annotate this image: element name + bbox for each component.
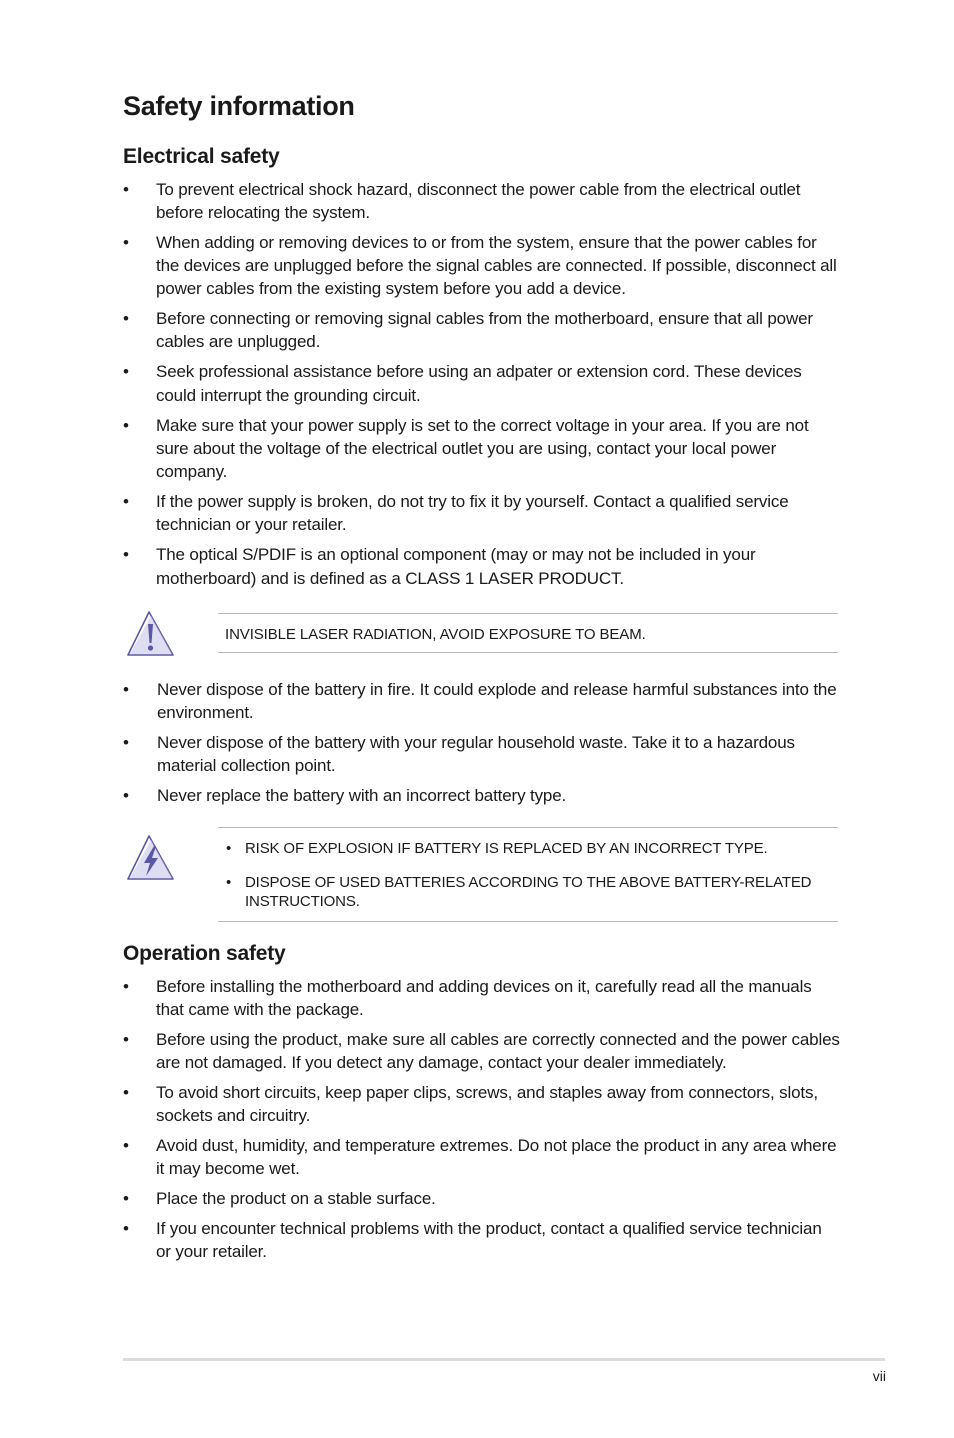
list-item: • When adding or removing devices to or from the system, ensure that the power cables for the devices are unplugged before the signal cables are connected. If possible, disconnect all power cables from the existing system before you add a device. [123, 232, 837, 299]
laser-warning-notice [123, 606, 838, 660]
list-item: • Place the product on a stable surface. [123, 1187, 841, 1210]
electrical-safety-list [123, 178, 839, 597]
battery-warning-box [218, 827, 838, 922]
bullet-icon: • [123, 232, 129, 252]
page-title: Safety information [123, 91, 355, 121]
list-item: • Avoid dust, humidity, and temperature extremes. Do not place the product in any area where it may become wet. [123, 1136, 837, 1179]
electrical-safety-heading: Electrical safety [123, 145, 280, 168]
bullet-icon: • [123, 679, 129, 699]
list-item: • Before using the product, make sure all cables are correctly connected and the power cables are not damaged. If you detect any damage, contact your dealer immediately. [123, 1029, 840, 1072]
list-item: • Never replace the battery with an incorrect battery type. [123, 784, 841, 807]
bullet-icon: • [226, 873, 232, 891]
bullet-icon: • [226, 840, 232, 857]
bullet-icon: • [123, 732, 129, 752]
warning-exclamation-icon [125, 608, 177, 660]
list-item: • Seek professional assistance before using an adpater or extension cord. These devices could interrupt the grounding circuit. [123, 362, 802, 405]
bullet-icon: • [123, 1219, 129, 1239]
list-item: • If you encounter technical problems with the product, contact a qualified service technician or your retailer. [123, 1219, 822, 1262]
bullet-icon: • [123, 545, 129, 565]
laser-warning-box [218, 613, 838, 653]
warning-lightning-icon [125, 832, 177, 884]
battery-safety-list [123, 678, 841, 814]
page-number: vii [872, 1368, 886, 1384]
bullet-icon: • [123, 179, 129, 199]
bullet-icon: • [123, 309, 129, 329]
bullet-icon: • [123, 785, 129, 805]
bullet-icon: • [123, 415, 129, 435]
laser-warning-text: INVISIBLE LASER RADIATION, AVOID EXPOSURE TO BEAM. [225, 626, 646, 643]
list-item: • Make sure that your power supply is set to the correct voltage in your area. If you are not sure about the voltage of the electrical outlet you are using, contact your local power company. [123, 415, 809, 482]
list-item: • Never dispose of the battery in fire. It could explode and release harmful substances into the environment. [123, 679, 837, 722]
bullet-icon: • [123, 1029, 129, 1049]
footer-divider [123, 1358, 885, 1361]
bullet-icon: • [123, 362, 129, 382]
list-item: • The optical S/PDIF is an optional component (may or may not be included in your motherboard) and is defined as a CLASS 1 LASER PRODUCT. [123, 545, 756, 588]
battery-warning-list [218, 828, 838, 912]
list-item: • If the power supply is broken, do not try to fix it by yourself. Contact a qualified service technician or your retailer. [123, 492, 789, 535]
battery-warning-notice [123, 826, 838, 924]
bullet-icon: • [123, 1136, 129, 1156]
list-item: • Before connecting or removing signal cables from the motherboard, ensure that all power cables are unplugged. [123, 309, 813, 352]
bullet-icon: • [123, 976, 129, 996]
list-item: • DISPOSE OF USED BATTERIES ACCORDING TO THE ABOVE BATTERY-RELATED INSTRUCTIONS. [226, 873, 812, 910]
list-item: • Before installing the motherboard and adding devices on it, carefully read all the manuals that came with the package. [123, 976, 812, 1019]
list-item: • RISK OF EXPLOSION IF BATTERY IS REPLACED BY AN INCORRECT TYPE. [226, 840, 768, 857]
bullet-icon: • [123, 492, 129, 512]
list-item: • To avoid short circuits, keep paper clips, screws, and staples away from connectors, slots, sockets and circuitry. [123, 1082, 818, 1126]
list-item: • Never dispose of the battery with your regular household waste. Take it to a hazardous material collection point. [123, 732, 795, 775]
list-item: • To prevent electrical shock hazard, disconnect the power cable from the electrical outlet before relocating the system. [123, 179, 801, 222]
operation-safety-list [123, 975, 841, 1271]
bullet-icon: • [123, 1082, 129, 1102]
bullet-icon: • [123, 1189, 129, 1209]
operation-safety-heading: Operation safety [123, 942, 286, 965]
